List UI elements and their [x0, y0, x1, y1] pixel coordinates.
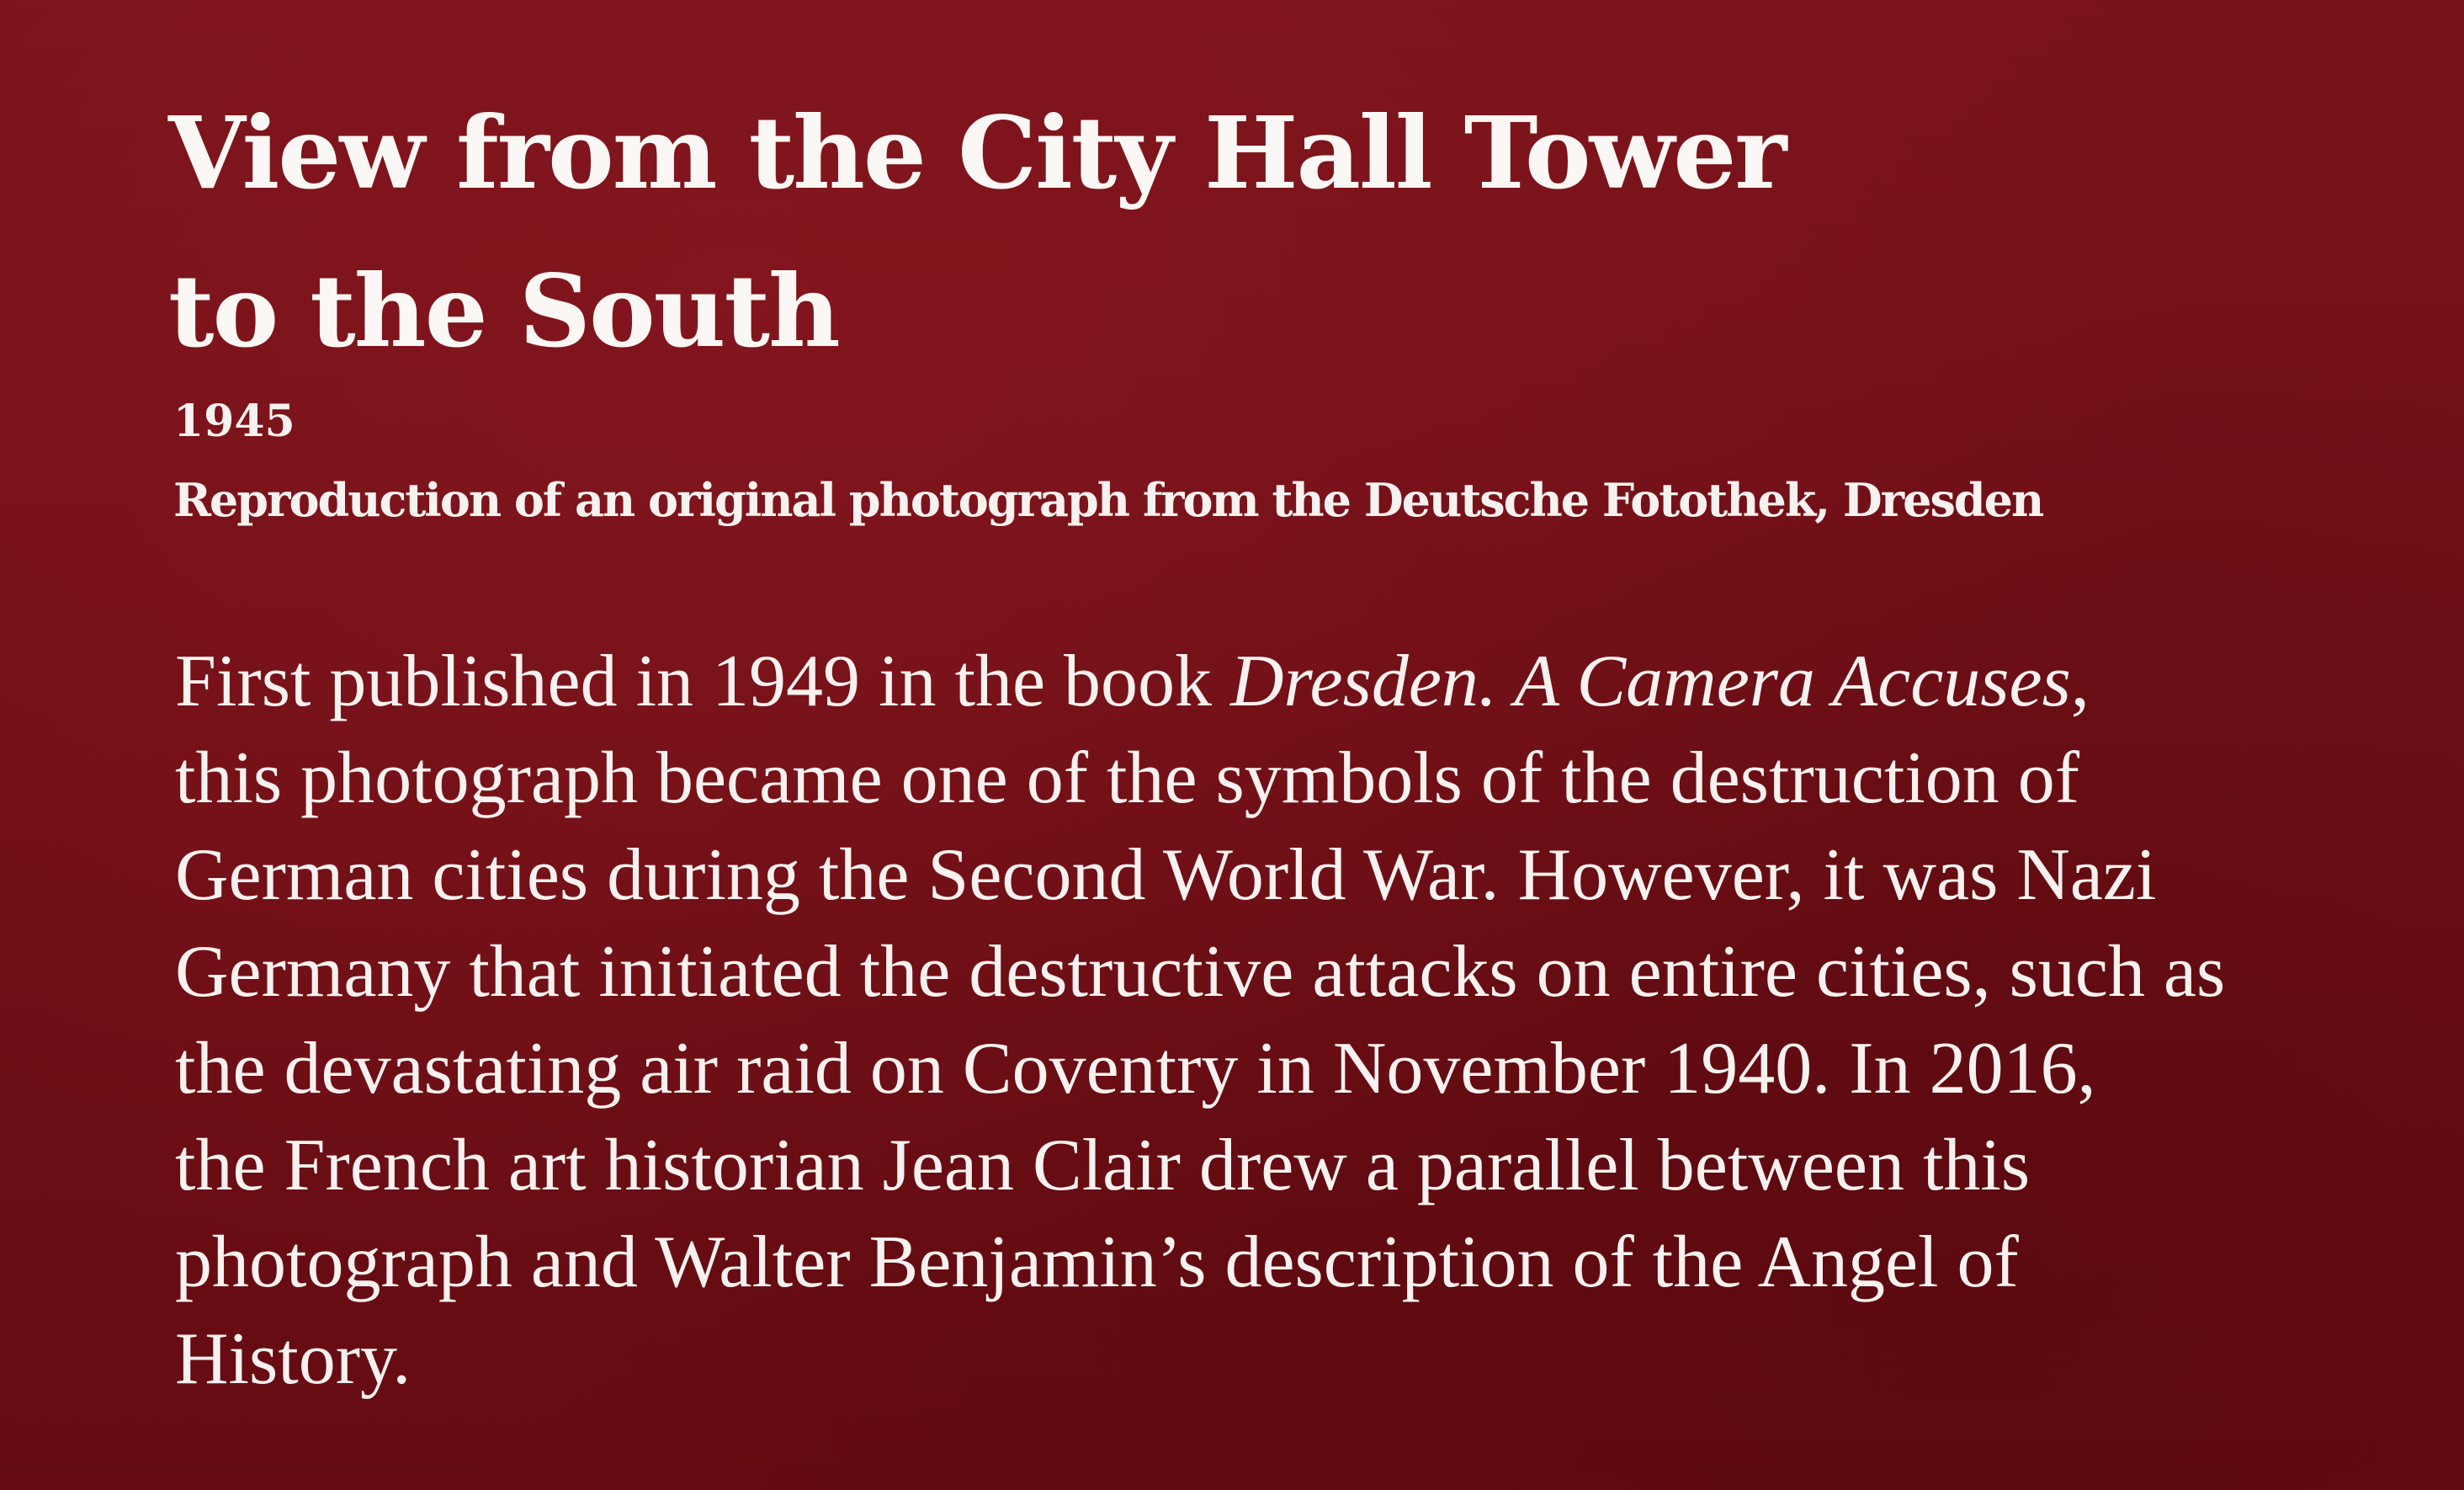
artwork-title	[168, 74, 2272, 391]
artwork-year: 1945	[173, 396, 295, 447]
label-description	[175, 633, 2225, 1408]
description-line: the devastating air raid on Coventry in November 1940. In 2016,	[175, 1028, 2096, 1110]
description-text: First published in 1949 in the book	[175, 641, 1230, 722]
book-title: Dresden. A Camera Accuses	[1230, 641, 2071, 722]
description-line	[175, 633, 2225, 730]
description-line: German cities during the Second World War. However, it was Nazi	[175, 834, 2157, 916]
description-text: ,	[2070, 641, 2090, 722]
description-line: this photograph became one of the symbols of the destruction of	[175, 737, 2080, 819]
description-line: Germany that initiated the destructive attacks on entire cities, such as	[175, 931, 2226, 1013]
description-line: the French art historian Jean Clair drew a parallel between this	[175, 1125, 2031, 1206]
title-line: View from the City Hall Tower	[168, 94, 1786, 211]
artwork-credit: Reproduction of an original photograph from the Deutsche Fotothek, Dresden	[173, 473, 2043, 527]
description-line: photograph and Walter Benjamin’s description of the Angel of	[175, 1221, 2019, 1303]
description-line: History.	[175, 1318, 412, 1400]
title-line: to the South	[168, 253, 839, 370]
